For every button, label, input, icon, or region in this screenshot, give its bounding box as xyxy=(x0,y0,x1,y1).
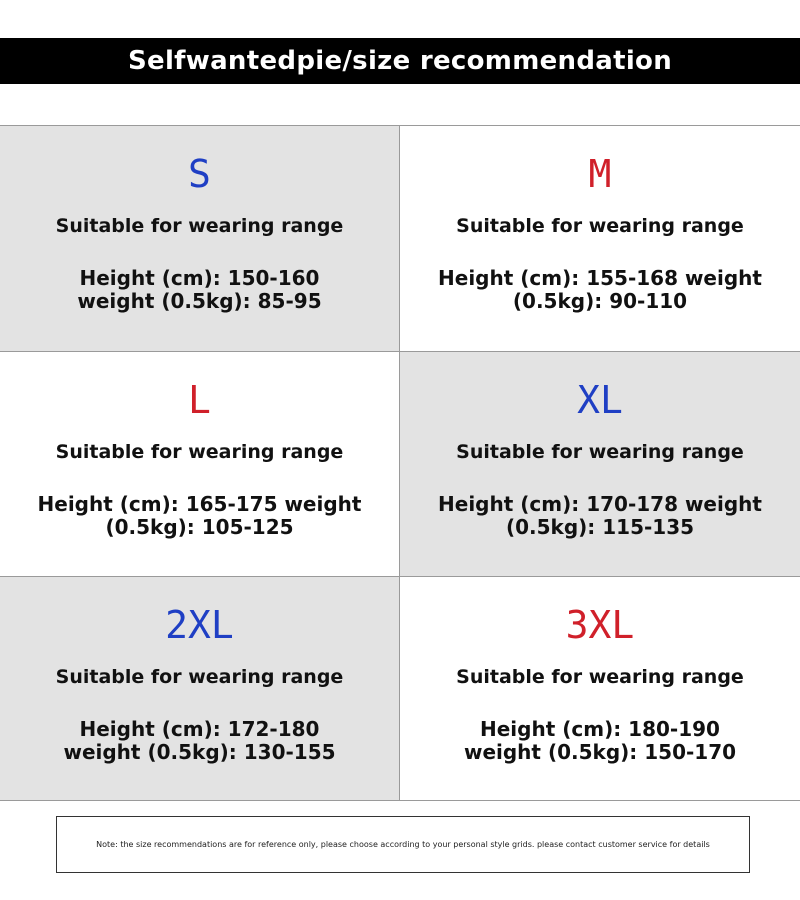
size-measurements xyxy=(0,267,399,313)
size-card-m xyxy=(400,126,800,351)
disclaimer-note: Note: the size recommendations are for reference only, please choose according to your personal style grids. please contact customer service for details xyxy=(56,816,750,873)
size-code: 3XL xyxy=(565,603,635,647)
size-measurements xyxy=(400,493,800,539)
measure-line: (0.5kg): 90-110 xyxy=(512,289,688,313)
range-label: Suitable for wearing range xyxy=(55,666,344,688)
measure-line: weight (0.5kg): 85-95 xyxy=(77,289,322,313)
size-card-2xl xyxy=(0,576,400,800)
range-label: Suitable for wearing range xyxy=(55,441,344,463)
measure-line: weight (0.5kg): 150-170 xyxy=(463,740,737,764)
size-measurements xyxy=(400,267,800,313)
size-card-l xyxy=(0,351,400,576)
size-code: S xyxy=(188,152,211,196)
measure-line: (0.5kg): 105-125 xyxy=(105,515,294,539)
measure-line: Height (cm): 150-160 xyxy=(79,266,320,290)
measure-line: (0.5kg): 115-135 xyxy=(505,515,695,539)
measure-line: weight (0.5kg): 130-155 xyxy=(63,740,336,764)
size-measurements xyxy=(0,493,399,539)
size-card-xl xyxy=(400,351,800,576)
range-label: Suitable for wearing range xyxy=(456,666,744,688)
size-card-3xl xyxy=(400,576,800,800)
size-code: M xyxy=(588,152,612,196)
measure-line: Height (cm): 172-180 xyxy=(79,717,320,741)
range-label: Suitable for wearing range xyxy=(55,215,344,237)
measure-line: Height (cm): 165-175 weight xyxy=(37,492,362,516)
measure-line: Height (cm): 155-168 weight xyxy=(438,266,762,290)
size-code: L xyxy=(188,378,211,422)
size-card-s xyxy=(0,126,400,351)
measure-line: Height (cm): 170-178 weight xyxy=(438,492,762,516)
range-label: Suitable for wearing range xyxy=(456,441,744,463)
size-code: XL xyxy=(577,378,623,422)
size-chart-grid xyxy=(0,125,800,801)
measure-line: Height (cm): 180-190 xyxy=(480,717,720,741)
size-code: 2XL xyxy=(165,603,234,647)
range-label: Suitable for wearing range xyxy=(456,215,744,237)
size-measurements xyxy=(0,718,399,764)
page-title: Selfwantedpie/size recommendation xyxy=(0,38,800,84)
size-measurements xyxy=(400,718,800,764)
